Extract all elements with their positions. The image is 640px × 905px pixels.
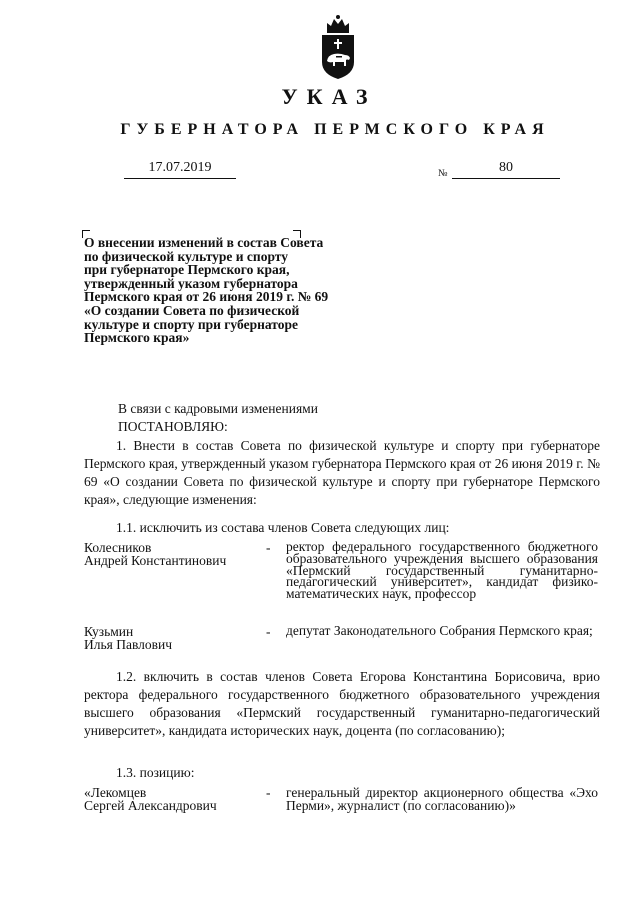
item-1-3-text: 1.3. позицию: bbox=[116, 765, 195, 780]
person-role: депутат Законодательного Собрания Пермского края; bbox=[286, 623, 593, 638]
heading-line: О внесении изменений в состав Совета bbox=[84, 235, 324, 250]
decree-number: 80 bbox=[452, 160, 560, 179]
person-role: генеральный директор акционерного общества «Эхо Перми», журналист (по согласованию)» bbox=[286, 785, 598, 813]
person-surname: Кузьмин bbox=[84, 624, 134, 639]
heading-line: «О создании Совета по физической bbox=[84, 302, 300, 318]
person-dash: - bbox=[266, 540, 271, 555]
item-1-text: 1. Внести в состав Совета по физической культуре и спорту при губернаторе Пермского края, утвержденный указом губернатора Пермского края от 26 июня 2019 г. № 69 «О создании Совета по физической культуре и спорту при губернаторе Пермского края», следующие изменения: bbox=[84, 438, 600, 507]
position-person bbox=[84, 786, 264, 812]
decree-date: 17.07.2019 bbox=[124, 160, 236, 179]
heading-line: по физической культуре и спорту bbox=[84, 248, 288, 264]
document-subtitle: ГУБЕРНАТОРА ПЕРМСКОГО КРАЯ bbox=[120, 121, 550, 138]
excluded-person-1 bbox=[84, 541, 264, 567]
intro-text: В связи с кадровыми изменениями bbox=[118, 401, 318, 416]
number-sign: № bbox=[438, 168, 448, 179]
person-role: ректор федерального государственного бюджетного образовательного учреждения высшего образования «Пермский государственный гуманитарно-педагогический университет», кандидат физико-математических наук, профессор bbox=[286, 539, 598, 602]
item-1-2-text: 1.2. включить в состав членов Совета Егорова Константина Борисовича, врио ректора федерального государственного бюджетного образовательного учреждения высшего образования «Пермский государственный гуманитарно-педагогический университет», кандидата исторических наук, доцента (по согласованию); bbox=[84, 669, 600, 738]
heading-line: культуре и спорту при губернаторе bbox=[84, 316, 298, 332]
person-surname: «Лекомцев bbox=[84, 785, 147, 800]
person-name: Андрей Константинович bbox=[84, 553, 227, 568]
decree-word: ПОСТАНОВЛЯЮ: bbox=[118, 419, 228, 434]
heading-line: при губернаторе Пермского края, bbox=[84, 262, 290, 278]
excluded-person-2 bbox=[84, 625, 264, 651]
person-name: Илья Павлович bbox=[84, 637, 173, 652]
heading-line: Пермского края» bbox=[84, 330, 190, 346]
item-1-1-text: 1.1. исключить из состава членов Совета следующих лиц: bbox=[116, 520, 450, 535]
person-dash: - bbox=[266, 785, 271, 800]
document-title: УКАЗ bbox=[281, 84, 377, 109]
heading-line: Пермского края от 26 июня 2019 г. № 69 bbox=[84, 289, 329, 305]
person-surname: Колесников bbox=[84, 540, 152, 555]
person-name: Сергей Александрович bbox=[84, 798, 217, 813]
heading-line: утвержденный указом губернатора bbox=[84, 275, 298, 291]
person-dash: - bbox=[266, 624, 271, 639]
coat-of-arms-icon bbox=[318, 14, 358, 80]
decree-heading bbox=[84, 236, 374, 345]
